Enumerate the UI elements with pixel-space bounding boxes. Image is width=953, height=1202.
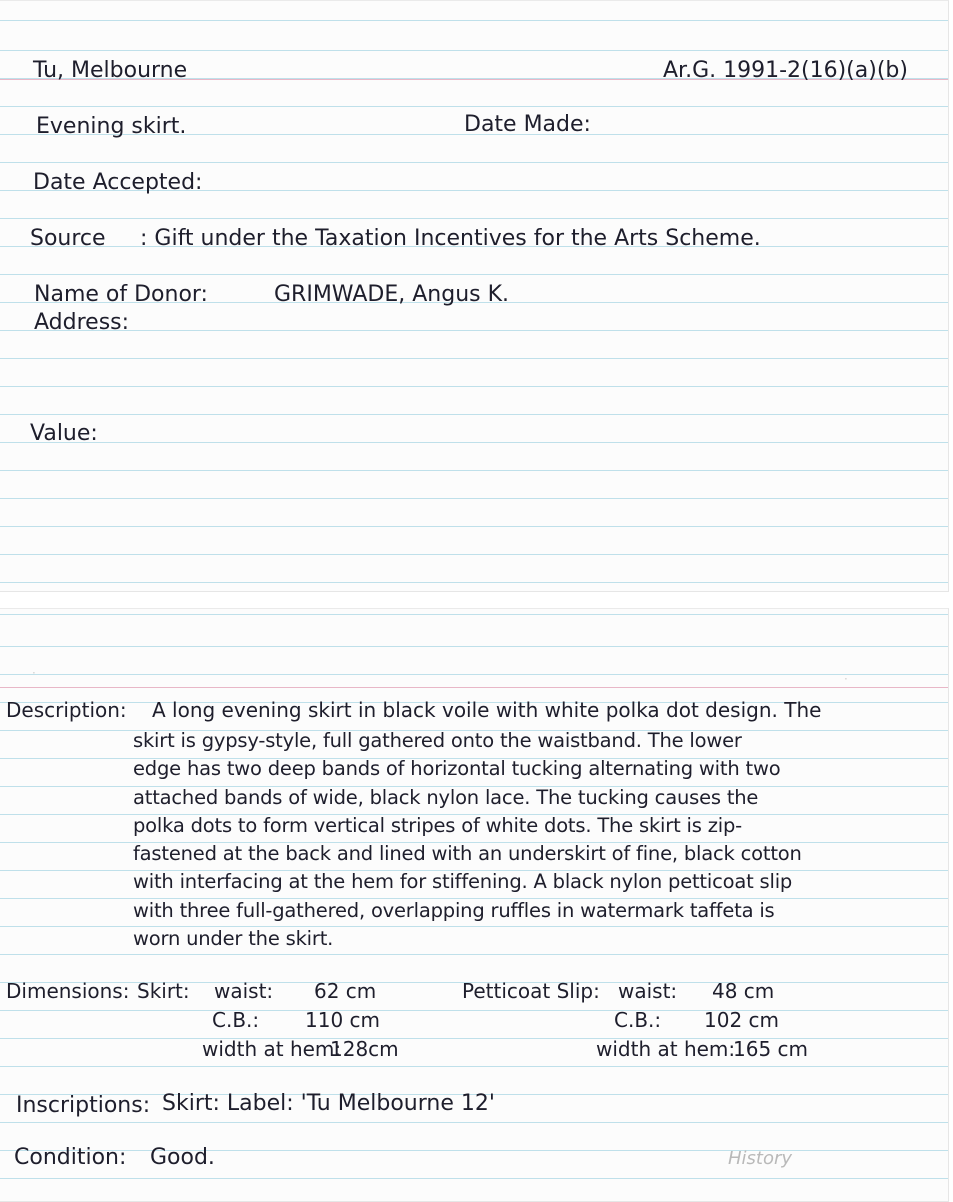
petticoat-waist-value: 48 cm	[712, 979, 775, 1003]
skirt-hem-value: 128cm	[330, 1037, 399, 1061]
donor-value: GRIMWADE, Angus K.	[274, 282, 510, 307]
card-header-rule	[0, 687, 948, 688]
accession-number: Ar.G. 1991-2(16)(a)(b)	[663, 58, 908, 83]
description-label: Description:	[6, 698, 127, 722]
dimensions-label: Dimensions:	[6, 979, 130, 1003]
description-text: skirt is gypsy-style, full gathered onto the waistband. The lower edge has two deep bands of horizontal tucking alternating with two attached bands of wide, black nylon lace. The tucking causes the polka dots to form vertical stripes of white dots. The skirt is zip- fastened at the back and lined with an underskirt of fine, black cotton with interfacing at the hem for stiffening. A black nylon petticoat slip with three full-gathered, overlapping ruffles in watermark taffeta is worn under the skirt.	[133, 729, 802, 951]
date-accepted-label: Date Accepted:	[33, 170, 203, 195]
paper-mark: ⋅	[844, 672, 848, 686]
petticoat-cb-label: C.B.:	[614, 1008, 662, 1032]
skirt-label: Skirt:	[137, 979, 190, 1003]
petticoat-hem-label: width at hem:	[596, 1037, 736, 1061]
source-label: Source	[30, 226, 106, 251]
skirt-hem-label: width at hem:	[202, 1037, 342, 1061]
petticoat-hem-value: 165 cm	[733, 1037, 809, 1061]
source-value: : Gift under the Taxation Incentives for the Arts Scheme.	[140, 226, 761, 251]
inscriptions-value: Skirt: Label: 'Tu Melbourne 12'	[162, 1091, 495, 1116]
condition-value: Good.	[150, 1145, 215, 1170]
inscriptions-label: Inscriptions:	[16, 1093, 151, 1118]
skirt-cb-label: C.B.:	[212, 1008, 260, 1032]
petticoat-label: Petticoat Slip:	[462, 979, 600, 1003]
condition-label: Condition:	[14, 1145, 127, 1170]
history-note: History	[728, 1148, 793, 1169]
object-name: Evening skirt.	[36, 114, 187, 139]
maker-name: Tu, Melbourne	[33, 58, 188, 83]
skirt-cb-value: 110 cm	[305, 1008, 381, 1032]
date-made-label: Date Made:	[464, 112, 591, 137]
description-first-line: A long evening skirt in black voile with white polka dot design. The	[152, 698, 822, 722]
skirt-waist-label: waist:	[214, 979, 274, 1003]
paper-mark: ⋅	[32, 666, 36, 680]
donor-label: Name of Donor:	[34, 282, 208, 307]
petticoat-cb-value: 102 cm	[704, 1008, 780, 1032]
address-label: Address:	[34, 310, 130, 335]
petticoat-waist-label: waist:	[618, 979, 678, 1003]
skirt-waist-value: 62 cm	[314, 979, 377, 1003]
value-label: Value:	[30, 421, 98, 446]
